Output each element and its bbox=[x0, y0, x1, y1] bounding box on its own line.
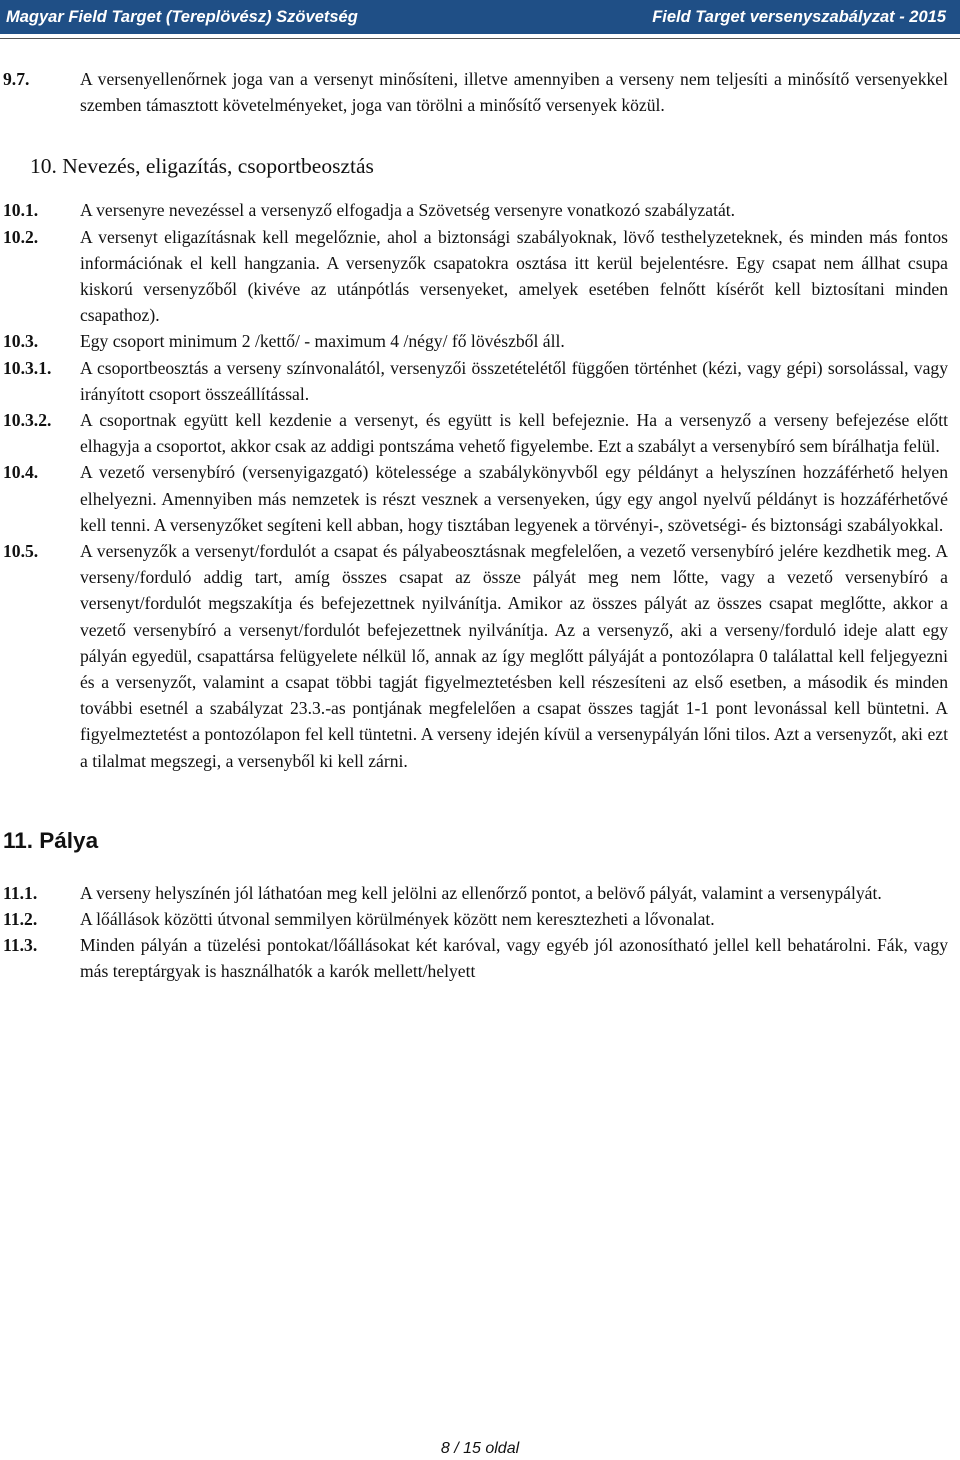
section-11-2 bbox=[0, 906, 960, 932]
section-11-1 bbox=[0, 880, 960, 906]
section-number: 10.5. bbox=[3, 541, 39, 562]
page-header bbox=[0, 0, 960, 34]
section-text: Minden pályán a tüzelési pontokat/lőállásokat két karóval, vagy egyéb jól azonosítható jellel kell behatárolni. Fák, vagy más tereptárgyak is használhatók a karók mellett/helyett bbox=[80, 935, 948, 982]
header-document-title: Field Target versenyszabályzat - 2015 bbox=[652, 8, 946, 26]
section-text: A csoportbeosztás a verseny színvonalától, versenyzői összetételétől függően történhet (kézi, vagy gépi) sorsolással, vagy irányított csoport összeállítással. bbox=[80, 357, 948, 404]
section-text: A vezető versenybíró (versenyigazgató) kötelessége a szabálykönyvből egy példányt a helyszínen hozzáférhető helyen elhelyezni. Amennyiben más nemzetek is részt vesznek a versenyeken, úgy egy angol nyelvű példányt is hozzáférhetővé kell tenni. A versenyzőket segíteni kell abban, hogy tisztában legyenek a törvényi-, szövetségi- és biztonsági szabályokkal. bbox=[80, 462, 948, 535]
section-10-3-1 bbox=[0, 355, 960, 407]
section-text: A versenyellenőrnek joga van a versenyt minősíteni, illetve amennyiben a verseny nem teljesíti a minősítő versenyekkel szemben támasztott követelményeket, joga van törölni a minősítő versenyek közül. bbox=[80, 69, 948, 116]
page-number: 8 / 15 oldal bbox=[440, 1440, 520, 1457]
section-10-2 bbox=[0, 224, 960, 329]
section-number: 10.4. bbox=[3, 462, 39, 483]
section-10-4 bbox=[0, 459, 960, 538]
section-text: A csoportnak együtt kell kezdenie a versenyt, és együtt is kell befejeznie. Ha a versenyző a verseny befejezése előtt elhagyja a csoportot, akkor csak az addigi pontszáma vehető figyelembe. Ezt a szabályt a versenybíró sem bírálhatja felül. bbox=[80, 410, 948, 457]
section-10-3-2 bbox=[0, 407, 960, 459]
section-text: A verseny helyszínén jól láthatóan meg kell jelölni az ellenőrző pontot, a belövő pályát, valamint a versenypályát. bbox=[80, 882, 882, 903]
section-number: 11.3. bbox=[3, 935, 38, 956]
header-divider bbox=[0, 38, 960, 39]
section-number: 11.1. bbox=[3, 882, 38, 903]
heading-10: 10. Nevezés, eligazítás, csoportbeosztás bbox=[30, 154, 374, 179]
document-body bbox=[0, 66, 960, 985]
section-number: 10.2. bbox=[3, 226, 39, 247]
page-footer bbox=[0, 1440, 960, 1458]
section-text: Egy csoport minimum 2 /kettő/ - maximum 4 /négy/ fő lövészből áll. bbox=[80, 331, 565, 352]
section-11-3 bbox=[0, 932, 960, 984]
section-text: A versenyzők a versenyt/fordulót a csapat és pályabeosztásnak megfelelően, a vezető versenybíró jelére kezdhetik meg. A verseny/forduló addig tart, amíg összes csapat az össze pályát meg nem lőtte, vagy a vezető versenybíró a versenyt/fordulót megszakítja és befejezettnek nyilvánítja. Amikor az összes pályát az összes csapat meglőtte, akkor a vezető versenybíró a versenyt/fordulót befejezettnek nyilvánítja. Az a versenyző, aki a verseny/forduló ideje alatt egy pályán egyedül, csapattársa felügyelete nélkül lő, annak az így meglőtt pályáját a pontozólapra 0 találattal kell feljegyezni és a versenyzőt, valamint a csapat többi tagját figyelmeztetésben kell részesíteni az első esetben, a második és minden további esetnél a szabályzat 23.3.-as pontjának megfelelően a csapat összes tagját 1-1 pont levonással kell büntetni. A figyelmeztetést a pontozólapon fel kell tüntetni. A verseny idején kívül a versenypályán lőni tilos. Azt a versenyzőt, aki ezt a tilalmat megszegi, a versenyből ki kell zárni. bbox=[80, 541, 948, 771]
section-number: 10.3.1. bbox=[3, 357, 52, 378]
section-number: 11.2. bbox=[3, 909, 38, 930]
section-10-5 bbox=[0, 538, 960, 774]
section-number: 10.3.2. bbox=[3, 410, 52, 431]
section-10-3 bbox=[0, 328, 960, 354]
heading-11: 11. Pálya bbox=[3, 827, 99, 853]
section-number: 10.1. bbox=[3, 200, 39, 221]
section-10-1 bbox=[0, 197, 960, 223]
header-organization: Magyar Field Target (Tereplövész) Szövetség bbox=[6, 8, 358, 26]
section-9-7 bbox=[0, 66, 960, 118]
section-text: A lőállások közötti útvonal semmilyen körülmények között nem keresztezheti a lővonalat. bbox=[80, 909, 715, 930]
section-text: A versenyt eligazításnak kell megelőznie, ahol a biztonsági szabályoknak, lövő testhelyzeteknek, és minden más fontos információnak el kell hangzania. A versenyzők csapatokra osztása itt kerül bejelentésre. Egy csapat nem állhat csupa kiskorú versenyzőből (kivéve az utánpótlás versenyeket, amelyek esetében felnőtt kísérőt kell biztosítani minden csapathoz). bbox=[80, 226, 948, 326]
section-number: 10.3. bbox=[3, 331, 39, 352]
section-text: A versenyre nevezéssel a versenyző elfogadja a Szövetség versenyre vonatkozó szabályzatát. bbox=[80, 200, 736, 221]
section-number: 9.7. bbox=[3, 69, 30, 89]
